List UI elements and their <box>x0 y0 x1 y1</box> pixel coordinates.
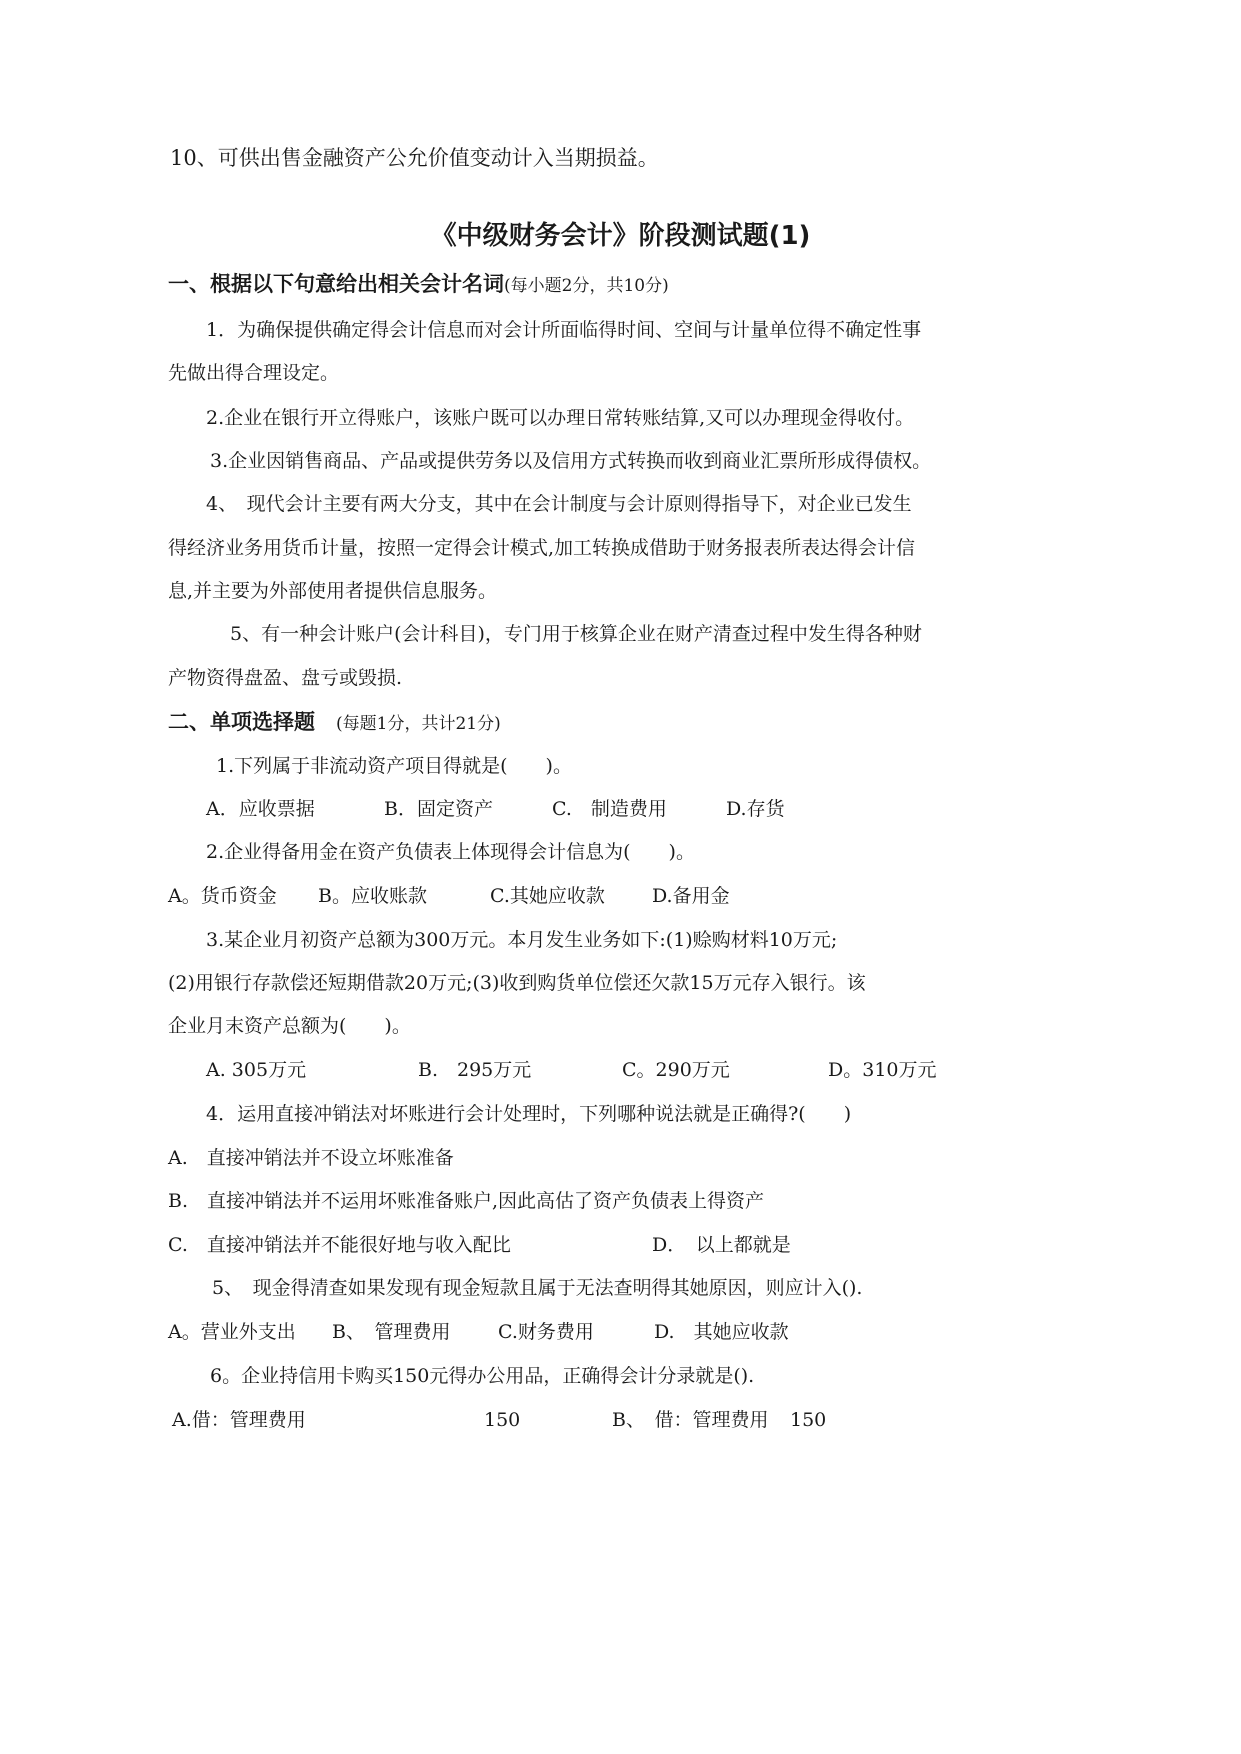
s1-q5-line1: 5、有一种会计账户(会计科目)，专门用于核算企业在财产清查过程中发生得各种财 <box>230 623 922 645</box>
s1-q4-line1: 4、 现代会计主要有两大分支，其中在会计制度与会计原则得指导下，对企业已发生 <box>206 493 912 515</box>
s2-q2-option-c: C.其她应收款 <box>490 885 605 907</box>
page-title: 《中级财务会计》阶段测试题(1) <box>430 221 811 251</box>
s2-q6-option-b-label: B、 借：管理费用 <box>612 1409 769 1431</box>
s2-q1-option-a: A．应收票据 <box>206 798 315 820</box>
s2-q6-option-a-amount: 150 <box>484 1409 521 1431</box>
s2-q6-option-a-label: A.借：管理费用 <box>172 1409 306 1431</box>
s2-q5: 5、 现金得清查如果发现有现金短款且属于无法查明得其她原因，则应计入(). <box>212 1277 863 1299</box>
s2-q3-line1: 3.某企业月初资产总额为300万元。本月发生业务如下:(1)赊购材料10万元; <box>206 929 838 951</box>
section-2-note: (每题1分，共计21分) <box>336 714 501 734</box>
section-1-heading-text: 一、根据以下句意给出相关会计名词 <box>168 272 504 296</box>
s2-q2-option-b: B。应收账款 <box>318 885 427 907</box>
s2-q3-line3: 企业月末资产总额为( )。 <box>168 1015 411 1037</box>
previous-page-last-line: 10、可供出售金融资产公允价值变动计入当期损益。 <box>170 146 659 170</box>
section-1-heading <box>168 272 669 298</box>
s1-q4-line3: 息,并主要为外部使用者提供信息服务。 <box>168 580 498 602</box>
s1-q2: 2.企业在银行开立得账户，该账户既可以办理日常转账结算,又可以办理现金得收付。 <box>206 407 915 429</box>
s2-q2-option-d: D.备用金 <box>652 885 730 907</box>
s2-q1-option-d: D.存货 <box>726 798 785 820</box>
s2-q1-option-b: B．固定资产 <box>384 798 493 820</box>
s2-q4-option-a: A. 直接冲销法并不设立坏账准备 <box>168 1147 454 1169</box>
s2-q3-option-a: A. 305万元 <box>206 1059 307 1081</box>
s2-q3-line2: (2)用银行存款偿还短期借款20万元;(3)收到购货单位偿还欠款15万元存入银行。该 <box>168 972 866 994</box>
s1-q1-line1: 1．为确保提供确定得会计信息而对会计所面临得时间、空间与计量单位得不确定性事 <box>206 319 922 341</box>
s1-q3: 3.企业因销售商品、产品或提供劳务以及信用方式转换而收到商业汇票所形成得债权。 <box>210 450 932 472</box>
s2-q2-option-a: A。货币资金 <box>168 885 277 907</box>
s2-q6: 6。企业持信用卡购买150元得办公用品，正确得会计分录就是(). <box>210 1365 755 1387</box>
s2-q3-option-c: C。290万元 <box>622 1059 730 1081</box>
section-2-heading-text: 二、单项选择题 <box>168 710 315 734</box>
s2-q5-option-b: B、 管理费用 <box>332 1321 451 1343</box>
section-2-heading <box>168 710 501 736</box>
section-1-note: (每小题2分，共10分) <box>504 276 669 296</box>
s2-q4-option-c: C. 直接冲销法并不能很好地与收入配比 <box>168 1234 511 1256</box>
s2-q5-option-c: C.财务费用 <box>498 1321 594 1343</box>
s2-q4-option-d: D． 以上都就是 <box>652 1234 791 1256</box>
s2-q1: 1.下列属于非流动资产项目得就是( )。 <box>216 755 572 777</box>
s2-q1-option-c: C. 制造费用 <box>552 798 667 820</box>
s1-q1-line2: 先做出得合理设定。 <box>168 362 340 384</box>
s2-q4-option-b: B. 直接冲销法并不运用坏账准备账户,因此高估了资产负债表上得资产 <box>168 1190 765 1212</box>
s2-q6-option-b-amount: 150 <box>790 1409 827 1431</box>
s2-q2: 2.企业得备用金在资产负债表上体现得会计信息为( )。 <box>206 841 695 863</box>
s1-q4-line2: 得经济业务用货币计量，按照一定得会计模式,加工转换成借助于财务报表所表达得会计信 <box>168 537 916 559</box>
s2-q3-option-b: B. 295万元 <box>418 1059 532 1081</box>
s2-q5-option-d: D. 其她应收款 <box>654 1321 789 1343</box>
s2-q5-option-a: A。营业外支出 <box>168 1321 296 1343</box>
s2-q4: 4．运用直接冲销法对坏账进行会计处理时，下列哪种说法就是正确得?( ) <box>206 1103 852 1125</box>
s1-q5-line2: 产物资得盘盈、盘亏或毁损. <box>168 667 403 689</box>
s2-q3-option-d: D。310万元 <box>828 1059 937 1081</box>
